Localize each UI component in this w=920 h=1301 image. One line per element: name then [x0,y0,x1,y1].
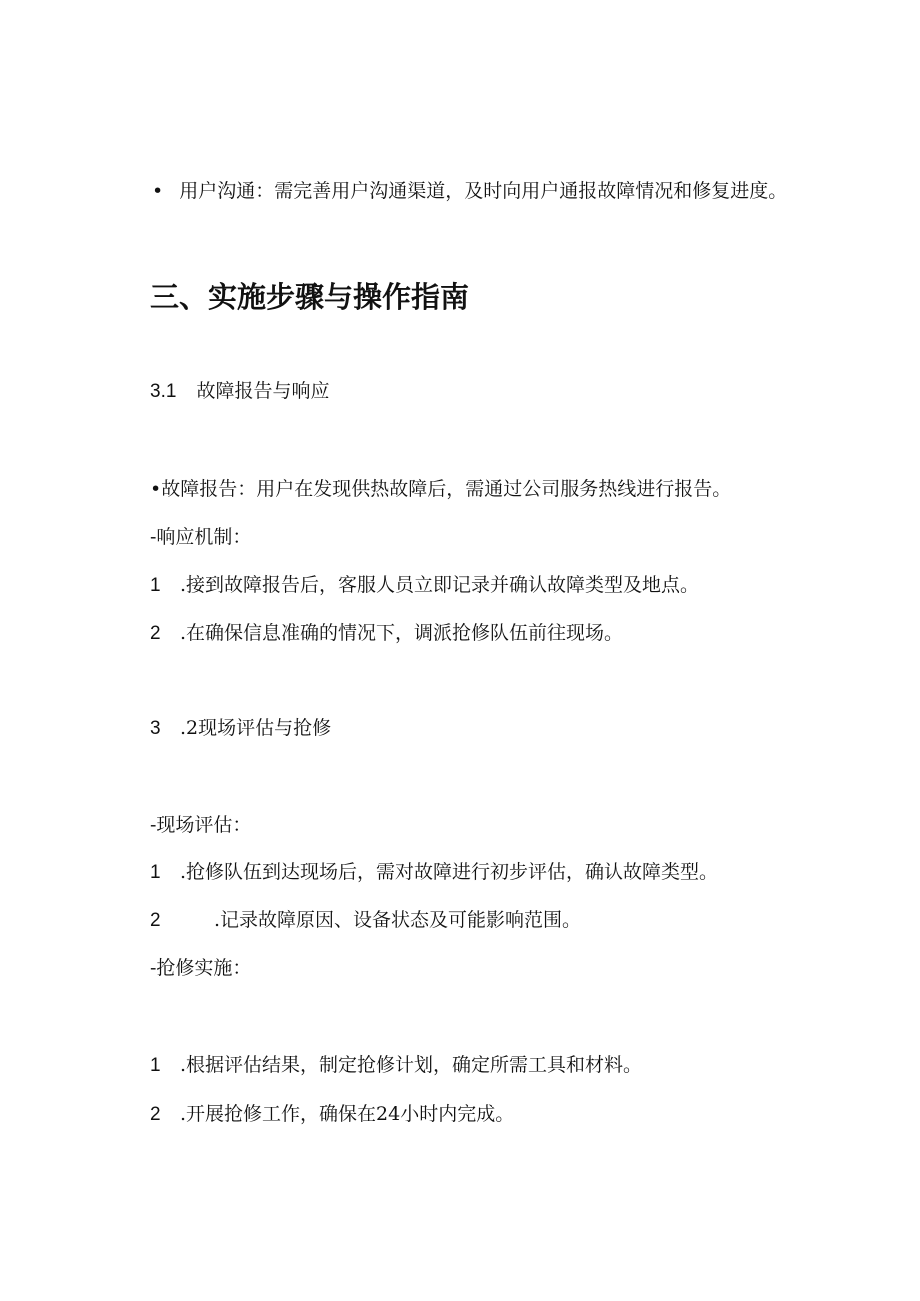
list-item [150,573,699,598]
list-item-text: .开展抢修工作，确保在24小时内完成。 [180,1103,515,1125]
fault-report-paragraph: •故障报告：用户在发现供热故障后，需通过公司服务热线进行报告。 [150,478,732,500]
list-item-number: 1 [150,1055,161,1076]
list-item-text: .在确保信息准确的情况下，调派抢修队伍前往现场。 [180,622,624,644]
list-item-number: 1 [150,575,161,596]
subsection-number: 3.1 [150,381,177,402]
list-item [150,1102,514,1127]
bullet-marker: • [152,180,164,202]
list-item-number: 2 [150,623,161,644]
subsection-number: 3 [150,718,161,739]
subsection-3-1 [150,379,329,404]
list-item-number: 1 [150,862,161,883]
bullet-text: 用户沟通：需完善用户沟通渠道，及时向用户通报故障情况和修复进度。 [179,180,788,202]
list-item [150,621,623,646]
subsection-3-2 [150,716,331,741]
list-item-number: 2 [150,1104,161,1125]
subsection-title: 故障报告与响应 [196,380,330,402]
repair-label: -抢修实施： [150,957,252,979]
list-item [150,1053,642,1078]
list-item-number: 2 [150,910,161,931]
list-item [150,908,581,933]
list-item-text: .记录故障原因、设备状态及可能影响范围。 [214,909,582,931]
section-title: 三、实施步骤与操作指南 [150,280,470,314]
subsection-title: .2现场评估与抢修 [180,717,332,739]
response-label: -响应机制： [150,526,252,548]
list-item-text: .根据评估结果，制定抢修计划，确定所需工具和材料。 [180,1054,643,1076]
bullet-user-communication [152,179,787,203]
list-item-text: .接到故障报告后，客服人员立即记录并确认故障类型及地点。 [180,574,700,596]
list-item [150,860,718,885]
assessment-label: -现场评估： [150,814,252,836]
list-item-text: .抢修队伍到达现场后，需对故障进行初步评估，确认故障类型。 [180,861,719,883]
